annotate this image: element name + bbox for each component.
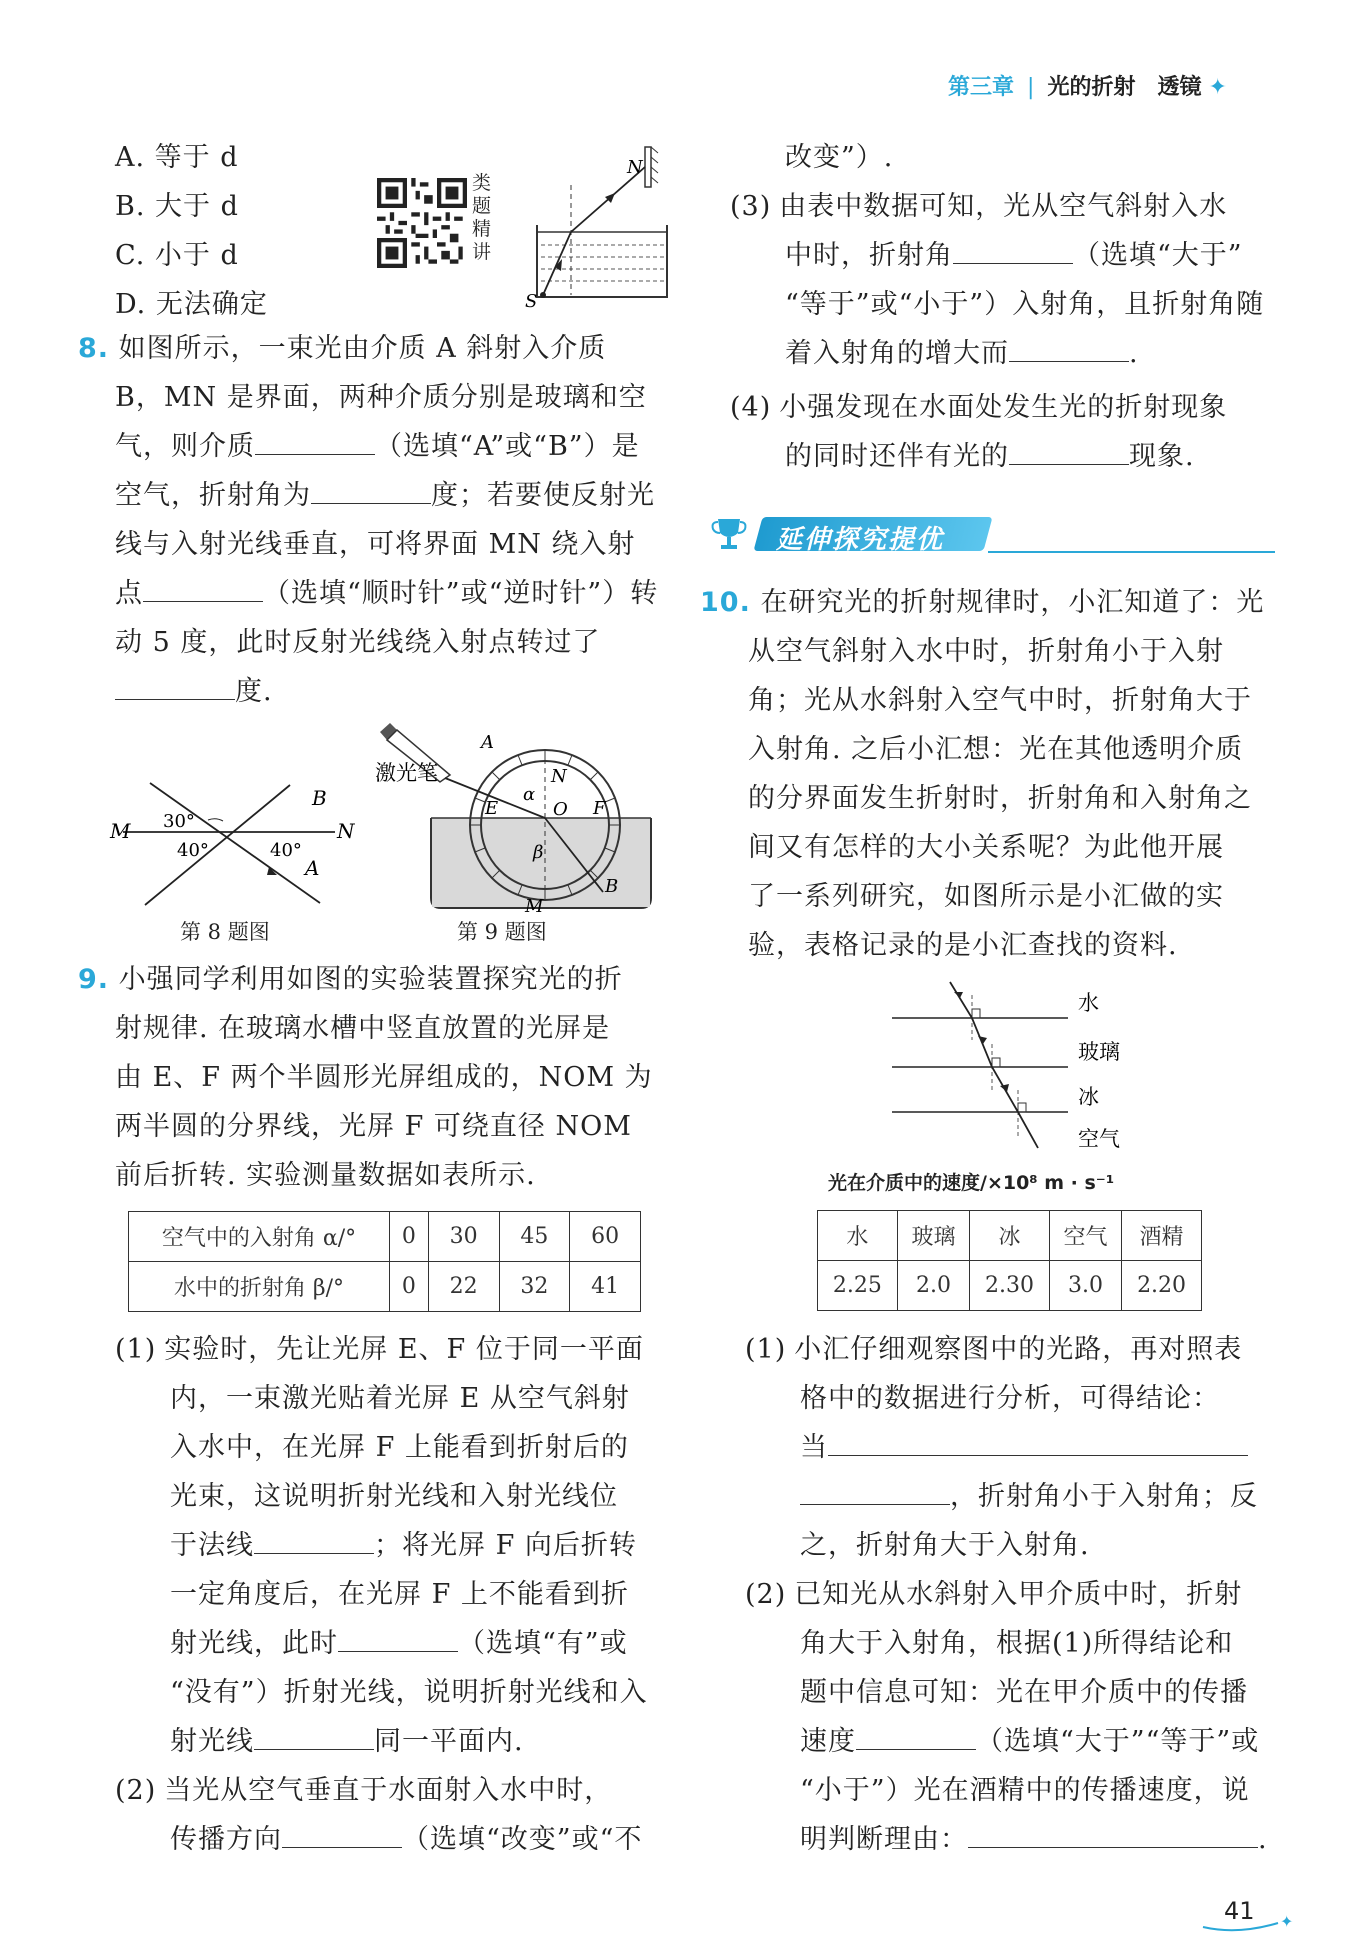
fig9-label-a: A (481, 732, 494, 753)
fig9-label-b: B (605, 876, 619, 897)
table-header-cell: 空气 (1049, 1211, 1121, 1261)
q10-p2-text-6a: 明判断理由： (800, 1824, 968, 1855)
fig10-label-glass: 玻璃 (1078, 1040, 1120, 1064)
q9-p3-text-2a: 中时，折射角 (785, 240, 953, 271)
table-header-cell: 水 (818, 1211, 898, 1261)
q10-p2-blank-1[interactable] (856, 1719, 976, 1750)
table-cell: 41 (570, 1262, 641, 1312)
q9-line-5: 前后折转. 实验测量数据如表所示. (115, 1160, 536, 1191)
q9-p2-line-1 (115, 1766, 612, 1816)
page-number-badge (1198, 1895, 1298, 1935)
q9-p1-line-7 (170, 1619, 628, 1669)
q10-p1-text-4b: ，折射角小于入射角；反 (950, 1481, 1258, 1512)
q10-p1-line-3 (800, 1423, 1248, 1473)
q8-text-1: 如图所示，一束光由介质 A 斜射入介质 (118, 333, 607, 364)
q9-p3-line-2 (785, 231, 1243, 281)
fig9-label-n: N (551, 766, 567, 787)
fig8-label-b: B (312, 786, 327, 810)
q9-p3-blank-1[interactable] (953, 233, 1073, 264)
q10-p2-line-5: “小于”）光在酒精中的传播速度，说 (800, 1775, 1250, 1806)
q10-number: 10. (700, 587, 751, 618)
table-row (818, 1261, 1202, 1311)
q9-p2-number: (2) (115, 1775, 157, 1806)
table-row (818, 1211, 1202, 1261)
q8-text-6a: 点 (115, 578, 143, 609)
q10-p1-line-1 (745, 1325, 1242, 1375)
q9-p1-text-1: 实验时，先让光屏 E、F 位于同一平面 (164, 1334, 644, 1365)
table-cell: 空气中的入射角 α/° (129, 1212, 390, 1262)
q8-text-4b: 度；若要使反射光 (431, 480, 655, 511)
table-row (129, 1212, 641, 1262)
header-separator: | (1027, 75, 1035, 100)
q9-line-3: 由 E、F 两个半圆形光屏组成的，NOM 为 (115, 1062, 653, 1093)
table-cell: 32 (499, 1262, 570, 1312)
q10-line-7: 了一系列研究，如图所示是小汇做的实 (748, 881, 1224, 912)
q8-line-7: 动 5 度，此时反射光线绕入射点转过了 (115, 627, 601, 658)
q9-line-4: 两半圆的分界线，光屏 F 可绕直径 NOM (115, 1111, 632, 1142)
q10-line-8: 验，表格记录的是小汇查找的资料. (748, 930, 1178, 961)
q7-option-a: A. 等于 d (115, 142, 239, 173)
q10-p1-number: (1) (745, 1334, 787, 1365)
trophy-icon (708, 513, 750, 555)
q9-p1-blank-2[interactable] (338, 1621, 458, 1652)
q8-blank-4[interactable] (115, 669, 235, 700)
q10-p2-number: (2) (745, 1579, 787, 1610)
chapter-title: 光的折射 透镜 (1047, 75, 1202, 100)
table-cell: 3.0 (1049, 1261, 1121, 1311)
fig8-angle-40-left: 40° (177, 840, 209, 861)
q9-p4-blank-1[interactable] (1009, 434, 1129, 465)
q10-p2-blank-2[interactable] (968, 1817, 1258, 1848)
q8-text-4a: 空气，折射角为 (115, 480, 311, 511)
q10-p1-text-1: 小汇仔细观察图中的光路，再对照表 (794, 1334, 1243, 1365)
q8-text-3a: 气，则介质 (115, 431, 255, 462)
q8-blank-2[interactable] (311, 473, 431, 504)
q8-line-2: B，MN 是界面，两种介质分别是玻璃和空 (115, 382, 647, 413)
fig7-label-n: N (627, 157, 643, 178)
q7-option-b: B. 大于 d (115, 191, 239, 222)
q9-p2-text-2a: 传播方向 (170, 1824, 282, 1855)
q9-p1-line-2: 内，一束激光贴着光屏 E 从空气斜射 (170, 1383, 630, 1414)
q10-p1-line-2: 格中的数据进行分析，可得结论： (800, 1383, 1220, 1414)
table-cell: 2.25 (818, 1261, 898, 1311)
q9-p4-line-1 (730, 383, 1227, 433)
q9-p1-line-5 (170, 1521, 637, 1571)
q9-p2-text-2b: （选填“改变”或“不 (402, 1824, 643, 1855)
q10-p1-line-4 (800, 1472, 1258, 1522)
q9-p1-line-6: 一定角度后，在光屏 F 上不能看到折 (170, 1579, 629, 1610)
table-row (129, 1262, 641, 1312)
table-cell: 45 (499, 1212, 570, 1262)
q9-p2-line-3: 改变”）. (785, 142, 894, 173)
figure-8 (105, 775, 355, 910)
q9-p3-line-1 (730, 182, 1227, 232)
section-banner (708, 513, 1275, 555)
q8-number: 8. (78, 333, 110, 364)
fig9-caption: 第 9 题图 (457, 920, 547, 944)
q10-p2-text-1: 已知光从水斜射入甲介质中时，折射 (794, 1579, 1243, 1610)
q9-p3-number: (3) (730, 191, 772, 222)
q8-text-3b: （选填“A”或“B”）是 (375, 431, 640, 462)
q9-p3-line-4 (785, 329, 1139, 379)
chapter-label: 第三章 (948, 75, 1015, 100)
table-cell: 2.20 (1122, 1261, 1202, 1311)
fig9-label-o: O (553, 799, 568, 820)
page-number: 41 (1224, 1897, 1255, 1925)
fig8-label-m: M (110, 819, 131, 843)
q10-line-5: 的分界面发生折射时，折射角和入射角之 (748, 783, 1252, 814)
qr-code-icon[interactable] (377, 178, 467, 268)
q9-line-2: 射规律. 在玻璃水槽中竖直放置的光屏是 (115, 1013, 611, 1044)
q7-figure (525, 145, 695, 315)
table-cell: 30 (428, 1212, 499, 1262)
fig8-caption: 第 8 题图 (180, 920, 270, 944)
q10-p1-text-3: 当 (800, 1432, 828, 1463)
q9-p4-text-1: 小强发现在水面处发生光的折射现象 (779, 392, 1228, 423)
table-cell: 0 (390, 1262, 429, 1312)
q10-p2-line-3: 题中信息可知：光在甲介质中的传播 (800, 1677, 1248, 1708)
q9-p1-text-7a: 射光线，此时 (170, 1628, 338, 1659)
fig8-angle-30: 30° (163, 811, 195, 832)
fig8-label-n: N (337, 819, 355, 843)
q9-p4-line-2 (785, 432, 1195, 482)
q9-p3-text-1: 由表中数据可知，光从空气斜射入水 (779, 191, 1228, 222)
sparkle-icon: ✦ (1208, 75, 1227, 100)
q9-p1-blank-3[interactable] (254, 1719, 374, 1750)
q9-p3-text-2b: （选填“大于” (1073, 240, 1243, 271)
q9-data-table (128, 1211, 641, 1312)
q9-p4-text-2b: 现象. (1129, 441, 1195, 472)
q10-p2-text-6b: . (1258, 1824, 1268, 1855)
q8-text-8: 度. (235, 676, 273, 707)
fig8-label-a: A (305, 856, 320, 880)
q7-option-d: D. 无法确定 (115, 289, 268, 320)
fig8-angle-40-right: 40° (270, 840, 302, 861)
q9-p1-number: (1) (115, 1334, 157, 1365)
q9-p1-text-5a: 于法线 (170, 1530, 254, 1561)
q10-p1-blank-2[interactable] (800, 1474, 950, 1505)
fig10-label-water: 水 (1078, 991, 1099, 1015)
q8-line-6 (115, 569, 658, 619)
q8-blank-1[interactable] (255, 424, 375, 455)
q9-number: 9. (78, 964, 110, 995)
q10-p2-line-4 (800, 1717, 1259, 1767)
table-cell: 60 (570, 1212, 641, 1262)
q9-p2-line-2 (170, 1815, 642, 1865)
fig9-label-m: M (525, 896, 544, 915)
q8-line-5: 线与入射光线垂直，可将界面 MN 绕入射 (115, 529, 636, 560)
table-header-cell: 冰 (970, 1211, 1050, 1261)
q8-text-6b: （选填“顺时针”或“逆时针”）转 (263, 578, 659, 609)
q9-text-1: 小强同学利用如图的实验装置探究光的折 (118, 964, 623, 995)
q8-blank-3[interactable] (143, 571, 263, 602)
table-cell: 2.0 (897, 1261, 969, 1311)
q7-option-c: C. 小于 d (115, 240, 239, 271)
q10-line-1 (700, 578, 1264, 628)
q9-p3-line-3: “等于”或“小于”）入射角，且折射角随 (785, 289, 1265, 320)
section-title: 延伸探究提优 (776, 525, 945, 555)
table-cell: 0 (390, 1212, 429, 1262)
q10-p2-text-4a: 速度 (800, 1726, 856, 1757)
q9-p3-text-4a: 着入射角的增大而 (785, 338, 1009, 369)
q10-p2-line-2: 角大于入射角，根据(1)所得结论和 (800, 1628, 1234, 1659)
q10-line-2: 从空气斜射入水中时，折射角小于入射 (748, 636, 1224, 667)
table-cell: 2.30 (970, 1261, 1050, 1311)
q8-line-3 (115, 422, 640, 472)
q9-p3-text-4b: . (1129, 338, 1139, 369)
fig9-label-f: F (593, 798, 606, 819)
q9-p1-line-1 (115, 1325, 644, 1375)
fig9-label-e: E (485, 798, 499, 819)
q9-p2-text-1: 当光从空气垂直于水面射入水中时， (164, 1775, 613, 1806)
q10-figure (890, 980, 1140, 1155)
q9-p1-text-7b: （选填“有”或 (458, 1628, 628, 1659)
q9-line-1 (78, 955, 623, 1005)
table-header-cell: 酒精 (1122, 1211, 1202, 1261)
q9-p3-blank-2[interactable] (1009, 331, 1129, 362)
q10-p1-blank-1[interactable] (828, 1425, 1248, 1456)
page-header (948, 70, 1227, 101)
q10-speed-table (817, 1210, 1202, 1311)
table-header-cell: 玻璃 (897, 1211, 969, 1261)
q8-line-8 (115, 667, 273, 717)
table-cell: 22 (428, 1262, 499, 1312)
fig9-label-beta: β (533, 842, 544, 863)
q9-p4-text-2a: 的同时还伴有光的 (785, 441, 1009, 472)
q10-text-1: 在研究光的折射规律时，小汇知道了：光 (760, 587, 1265, 618)
figure-9 (375, 720, 660, 915)
q9-p1-line-9 (170, 1717, 524, 1767)
qr-label: 类题精讲 (472, 172, 492, 263)
q10-p2-text-4b: （选填“大于”“等于”或 (976, 1726, 1260, 1757)
q10-line-3: 角；光从水斜射入空气中时，折射角大于 (748, 685, 1252, 716)
section-divider (988, 551, 1275, 553)
q9-p1-text-9a: 射光线 (170, 1726, 254, 1757)
q9-p2-blank-1[interactable] (282, 1817, 402, 1848)
page-sparkle-icon: ✦ (1280, 1912, 1294, 1931)
q9-p1-line-4: 光束，这说明折射光线和入射光线位 (170, 1481, 618, 1512)
q8-line-1 (78, 324, 606, 374)
fig7-label-s: S (525, 291, 538, 312)
q9-p4-number: (4) (730, 392, 772, 423)
q10-p2-line-6 (800, 1815, 1268, 1865)
q8-line-4 (115, 471, 655, 521)
q9-p1-text-5b: ；将光屏 F 向后折转 (374, 1530, 637, 1561)
table-cell: 水中的折射角 β/° (129, 1262, 390, 1312)
q9-p1-line-8: “没有”）折射光线，说明折射光线和入 (170, 1677, 648, 1708)
q10-table-title: 光在介质中的速度/×10⁸ m · s⁻¹ (828, 1172, 1115, 1194)
fig9-label-alpha: α (523, 784, 536, 805)
q10-line-6: 间又有怎样的大小关系呢？为此他开展 (748, 832, 1224, 863)
q10-line-4: 入射角. 之后小汇想：光在其他透明介质 (748, 734, 1244, 765)
fig10-label-ice: 冰 (1078, 1085, 1099, 1109)
q9-p1-text-9b: 同一平面内. (374, 1726, 524, 1757)
fig9-label-pen: 激光笔 (375, 761, 438, 785)
q9-p1-line-3: 入水中，在光屏 F 上能看到折射后的 (170, 1432, 629, 1463)
q9-p1-blank-1[interactable] (254, 1523, 374, 1554)
q10-p2-line-1 (745, 1570, 1242, 1620)
q10-p1-line-5: 之，折射角大于入射角. (800, 1530, 1090, 1561)
fig10-label-air: 空气 (1078, 1127, 1120, 1151)
